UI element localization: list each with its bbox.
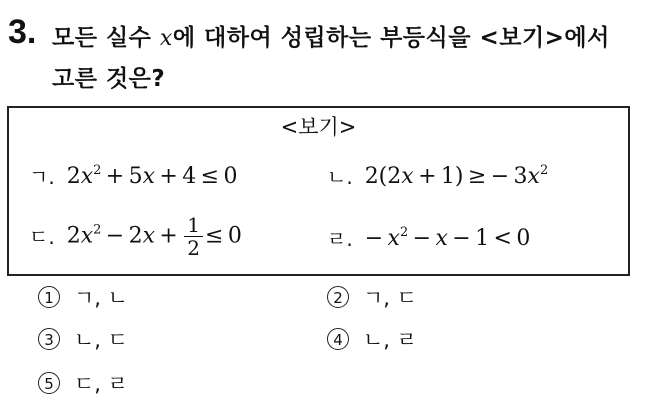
choice-5[interactable] <box>38 370 128 398</box>
example-item-label: ㄱ. <box>29 165 55 189</box>
example-item-rieul <box>327 224 530 254</box>
choice-1[interactable] <box>38 284 128 312</box>
example-item-label: ㄹ. <box>327 227 353 251</box>
example-item-giyeok <box>29 162 237 192</box>
choice-2[interactable] <box>327 284 417 312</box>
choice-marker: 5 <box>38 372 60 394</box>
choice-3[interactable] <box>38 326 128 354</box>
choice-text: ㄱ, ㄷ <box>363 286 417 310</box>
example-item-nieun <box>327 162 548 192</box>
example-item-label: ㄷ. <box>29 224 55 249</box>
choice-text: ㄴ, ㄷ <box>74 328 128 352</box>
choice-text: ㄷ, ㄹ <box>74 372 128 396</box>
choice-4[interactable] <box>327 326 417 354</box>
example-item-expression: $2x^2 + 5x + 4 \le 0$ <box>66 163 238 189</box>
fraction-one-half: $\frac{1}{2}$ <box>184 214 203 259</box>
example-box-title: <보기> <box>280 115 357 139</box>
example-item-digeut <box>29 214 242 259</box>
choice-marker: 4 <box>327 328 349 350</box>
stem-text-2: 에 대하여 성립하는 부등식을 <보기>에서 고른 것은? <box>52 25 610 92</box>
choice-text: ㄴ, ㄹ <box>363 328 417 352</box>
choice-marker: 2 <box>327 286 349 308</box>
stem-text-1: 모든 실수 <box>52 25 160 51</box>
example-item-expression: $2x^2 - 2x$ + $\frac{1}{2}$ ≤ 0 <box>66 213 242 260</box>
choice-marker: 3 <box>38 328 60 350</box>
question-stem <box>52 18 612 99</box>
example-item-label: ㄴ. <box>327 165 353 189</box>
choice-text: ㄱ, ㄴ <box>74 286 128 310</box>
stem-variable: x <box>159 26 173 51</box>
example-box <box>7 106 630 276</box>
example-item-expression: 2(2x + 1) ≥ − $3x^2$ <box>364 163 549 189</box>
choice-marker: 1 <box>38 286 60 308</box>
example-item-expression: − $x^2 - x - 1 < 0$ <box>364 225 531 251</box>
question-number: 3. <box>8 13 37 51</box>
